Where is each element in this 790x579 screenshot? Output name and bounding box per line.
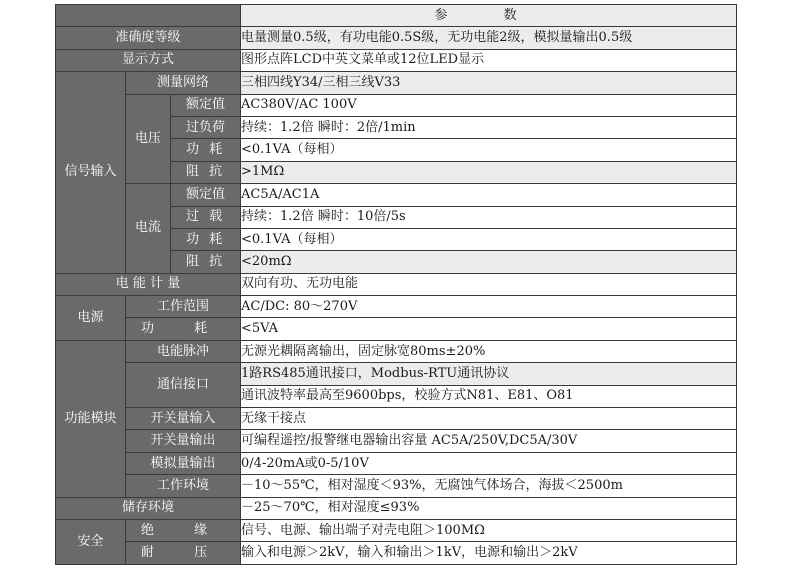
display-value: 图形点阵LCD中英文菜单或12位LED显示: [241, 49, 737, 71]
current-impedance-value: <20mΩ: [241, 251, 737, 273]
table-row-network: [56, 72, 737, 94]
header-params-label: 参 数: [434, 7, 543, 23]
voltage-impedance-value: >1MΩ: [241, 161, 737, 183]
voltage-rated-value: AC380V/AC 100V: [241, 94, 737, 116]
analog-out-label: 模拟量输出: [126, 452, 241, 474]
environment-label: 工作环境: [126, 475, 241, 497]
withstand-value: 输入和电源＞2kV，输入和输出＞1kV，电源和输出＞2kV: [241, 542, 737, 564]
power-supply-label: 电源: [56, 296, 126, 341]
table-row-power-range: [56, 296, 737, 318]
pulse-label: 电能脉冲: [126, 340, 241, 362]
table-row-current-rated: [56, 184, 737, 206]
switch-out-label: 开关量输出: [126, 430, 241, 452]
accuracy-label: 准确度等级: [56, 27, 241, 49]
voltage-overload-label: 过负荷: [171, 116, 241, 138]
power-range-label: 工作范围: [126, 296, 241, 318]
header-corner-cell: [56, 5, 241, 27]
accuracy-value: 电量测量0.5级，有功电能0.5S级，无功电能2级，模拟量输出0.5级: [241, 27, 737, 49]
table-row-accuracy: [56, 27, 737, 49]
current-power-value: <0.1VA（每相）: [241, 228, 737, 250]
energy-label: 电 能 计 量: [56, 273, 241, 295]
table-row-switch-in: [56, 408, 737, 430]
table-row-switch-out: [56, 430, 737, 452]
voltage-rated-label: 额定值: [171, 94, 241, 116]
current-overload-value: 持续：1.2倍 瞬时：10倍/5s: [241, 206, 737, 228]
power-consumption-value: <5VA: [241, 318, 737, 340]
switch-in-value: 无缘干接点: [241, 408, 737, 430]
table-header-row: [56, 5, 737, 27]
comm-label: 通信接口: [126, 363, 241, 408]
comm-value-1: 1路RS485通讯接口，Modbus-RTU通讯协议: [241, 363, 737, 385]
table-row-voltage-rated: [56, 94, 737, 116]
table-row-energy: [56, 273, 737, 295]
table-row-display: [56, 49, 737, 71]
network-label: 测量网络: [126, 72, 241, 94]
voltage-power-label: 功 耗: [171, 139, 241, 161]
current-overload-label: 过 载: [171, 206, 241, 228]
table-row-pulse: [56, 340, 737, 362]
environment-value: －10～55℃，相对湿度＜93%，无腐蚀气体场合，海拔＜2500m: [241, 475, 737, 497]
safety-label: 安全: [56, 519, 126, 564]
voltage-overload-value: 持续：1.2倍 瞬时：2倍/1min: [241, 116, 737, 138]
voltage-label: 电压: [126, 94, 171, 184]
switch-in-label: 开关量输入: [126, 408, 241, 430]
withstand-label: 耐 压: [126, 542, 241, 564]
table-row-insulation: [56, 519, 737, 541]
network-value: 三相四线Y34/三相三线V33: [241, 72, 737, 94]
pulse-value: 无源光耦隔离输出，固定脉宽80ms±20%: [241, 340, 737, 362]
energy-value: 双向有功、无功电能: [241, 273, 737, 295]
insulation-label: 绝 缘: [126, 519, 241, 541]
table-row-environment: [56, 475, 737, 497]
signal-input-label: 信号输入: [56, 72, 126, 274]
display-label: 显示方式: [56, 49, 241, 71]
power-consumption-label: 功 耗: [126, 318, 241, 340]
header-params-cell: [241, 5, 737, 27]
table-row-comm-1: [56, 363, 737, 385]
storage-value: －25～70℃，相对湿度≤93%: [241, 497, 737, 519]
table-row-analog-out: [56, 452, 737, 474]
spec-table: [55, 4, 737, 565]
voltage-power-value: <0.1VA（每相）: [241, 139, 737, 161]
storage-label: 储存环境: [56, 497, 241, 519]
comm-value-2: 通讯波特率最高至9600bps，校验方式N81、E81、O81: [241, 385, 737, 407]
current-impedance-label: 阻 抗: [171, 251, 241, 273]
table-row-power-consumption: [56, 318, 737, 340]
current-power-label: 功 耗: [171, 228, 241, 250]
insulation-value: 信号、电源、输出端子对壳电阻＞100MΩ: [241, 519, 737, 541]
current-label: 电流: [126, 184, 171, 274]
switch-out-value: 可编程遥控/报警继电器输出容量 AC5A/250V,DC5A/30V: [241, 430, 737, 452]
current-rated-value: AC5A/AC1A: [241, 184, 737, 206]
power-range-value: AC/DC: 80～270V: [241, 296, 737, 318]
voltage-impedance-label: 阻 抗: [171, 161, 241, 183]
function-module-label: 功能模块: [56, 340, 126, 497]
current-rated-label: 额定值: [171, 184, 241, 206]
table-row-withstand: [56, 542, 737, 564]
analog-out-value: 0/4-20mA或0-5/10V: [241, 452, 737, 474]
table-row-storage: [56, 497, 737, 519]
